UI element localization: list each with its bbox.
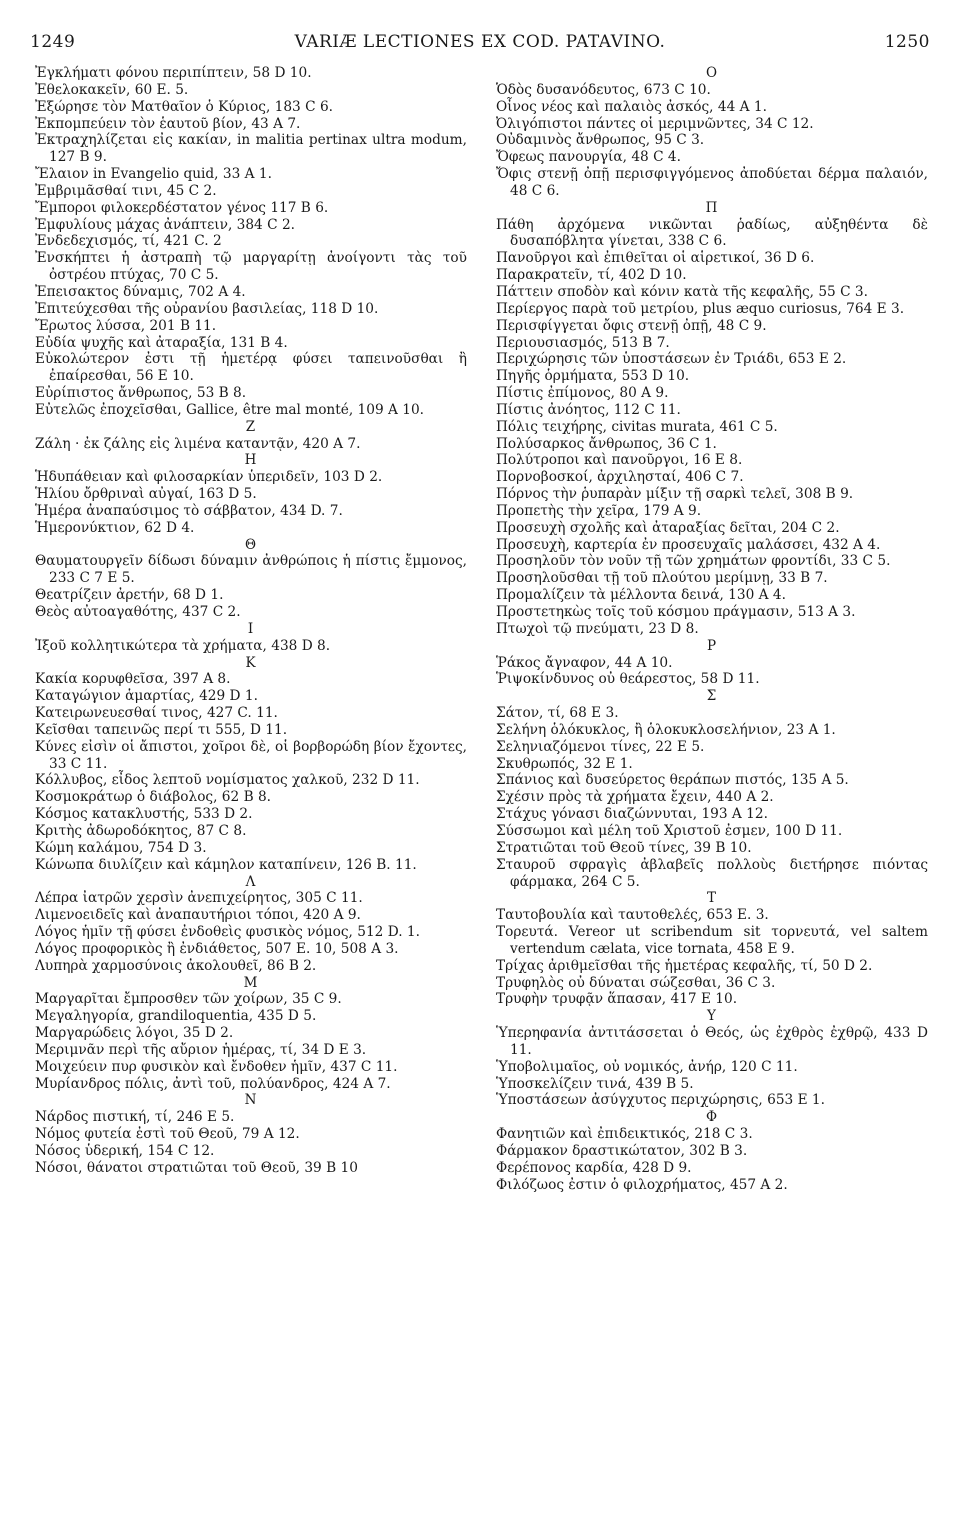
index-entry: Λέπρα ἰατρῶν χερσὶν ἀνεπιχείρητος, 305 C 11. [35,890,363,907]
index-entry: Ταυτοβουλία καὶ ταυτοθελές, 653 E. 3. [496,907,769,924]
index-entry: Ὄφεως πανουργία, 48 C 4. [496,149,681,166]
section-letter: Σ [706,688,718,705]
section-letter: Θ [244,536,258,553]
index-entry: Κοσμοκράτωρ ὁ διάβολος, 62 B 8. [35,789,272,806]
index-entry: Νόμος φυτεία ἐστὶ τοῦ Θεοῦ, 79 A 12. [35,1126,300,1143]
index-entry: Εὐδία ψυχῆς καὶ ἀταραξία, 131 B 4. [35,334,288,351]
index-entry: Πάττειν σποδὸν καὶ κόνιν κατὰ τῆς κεφαλῆς, 55 C 3. [496,283,868,300]
index-entry: Κόσμος κατακλυστής, 533 D 2. [35,806,253,823]
section-letter: H [244,452,258,469]
index-entry: Φανητιῶν καὶ ἐπιδεικτικός, 218 C 3. [496,1126,753,1143]
index-entry: Ἐκπομπεύειν τὸν ἑαυτοῦ βίον, 43 A 7. [35,115,301,132]
index-entry: Ὑποβολιμαῖος, οὐ νομικός, ἀνήρ, 120 C 11. [496,1058,798,1075]
index-entry: Περιχώρησις τῶν ὑποστάσεων ἐν Τριάδι, 653 E 2. [496,351,847,368]
section-letter: P [706,637,718,654]
index-entry: Σταυροῦ σφραγὶς ἀβλαβεῖς πολλοὺς διετήρησε πιόντας φάρμακα, 264 C 5. [496,856,928,890]
index-entry: Ἐνσκήπτει ἡ ἀστραπὴ τῷ μαργαρίτῃ ἀνοίγοντι τὰς τοῦ ὀστρέου πτύχας, 70 C 5. [35,250,467,284]
index-entry: Προσευχὴ σχολῆς καὶ ἀταραξίας δεῖται, 204 C 2. [496,519,840,536]
index-entry: Προσευχὴ, καρτερία ἐν προσευχαῖς μαλάσσει, 432 A 4. [496,536,881,553]
running-title: VARIÆ LECTIONES EX COD. PATAVINO. [294,32,666,52]
section-letter: Y [707,1008,717,1025]
index-entry: Ἐγκλήματι φόνου περιπίπτειν, 58 D 10. [35,65,312,81]
index-entry: Κριτὴς ἀδωροδόκητος, 87 C 8. [35,822,247,839]
index-entry: Φερέπονος καρδία, 428 D 9. [496,1159,692,1176]
section-letter: O [705,65,719,81]
index-entry: Ὀλιγόπιστοι πάντες οἱ μεριμνῶντες, 34 C 12. [496,115,814,132]
index-entry: Παρακρατεῖν, τί, 402 D 10. [496,267,687,284]
index-entry: Εὐτελῶς ἐποχεῖσθαι, Gallice, être mal monté, 109 A 10. [35,401,425,418]
index-entry: Περιουσιασμός, 513 B 7. [496,334,670,351]
running-header [30,32,930,56]
index-entry: Πολύσαρκος ἄνθρωπος, 36 C 1. [496,435,717,452]
index-entry: Προσηλοῦσθαι τῇ τοῦ πλούτου μερίμνῃ, 33 B 7. [496,570,828,587]
index-entry: Ἡμερονύκτιον, 62 D 4. [35,519,195,536]
index-entry: Πάθη ἀρχόμενα νικῶνται ῥαδίως, αὐξηθέντα δὲ δυσαπόβλητα γίνεται, 338 C 6. [496,216,928,250]
index-entry: Κατειρωνευεσθαί τινος, 427 C. 11. [35,705,278,722]
index-entry: Ἔλαιον in Evangelio quid, 33 A 1. [35,166,272,183]
index-entry: Προμαλίζειν τὰ μέλλοντα δεινά, 130 A 4. [496,587,786,604]
index-entry: Μαργαρώδεις λόγοι, 35 D 2. [35,1025,234,1042]
index-entry: Μυρίανδρος πόλις, ἀντὶ τοῦ, πολύανδρος, 424 A 7. [35,1075,391,1092]
index-entry: Ἐπιτεύχεσθαι τῆς οὐρανίου βασιλείας, 118 D 10. [35,300,379,317]
index-entry: Λυπηρὰ χαρμοσύνοις ἀκολουθεῖ, 86 B 2. [35,957,317,974]
index-entry: Ἔρωτος λύσσα, 201 B 11. [35,317,217,334]
index-entry: Μαργαρῖται ἔμπροσθεν τῶν χοίρων, 35 C 9. [35,991,342,1008]
index-entry: Ἐμβριμᾶσθαί τινι, 45 C 2. [35,182,217,199]
index-entry: Στάχυς γόνασι διαζώννυται, 193 A 12. [496,806,768,823]
index-entry: Οὐδαμινὸς ἄνθρωπος, 95 C 3. [496,132,705,149]
page-number-right: 1250 [884,32,930,52]
index-entry: Τορευτά. Vereor ut scribendum sit τορνευτά, vel saltem vertendum cælata, vice tornata, 458 E 9. [496,924,928,957]
index-entry: Σκυθρωπός, 32 E 1. [496,755,633,772]
section-letter: N [244,1092,258,1109]
index-entry: Προπετὴς τὴν χεῖρα, 179 A 9. [496,502,702,519]
index-entry: Κόλλυβος, εἶδος λεπτοῦ νομίσματος χαλκοῦ, 232 D 11. [35,772,420,789]
index-entry: Ὑποσκελίζειν τινά, 439 B 5. [496,1075,694,1092]
index-entry: Θεὸς αὐτοαγαθότης, 437 C 2. [35,604,241,620]
left-column [35,65,467,1177]
section-letter: K [245,654,257,671]
index-entry: Ἐξώρησε τὸν Ματθαῖον ὁ Κύριος, 183 C 6. [35,98,334,115]
index-entry: Σπάνιος καὶ δυσεύρετος θεράπων πιστός, 135 A 5. [496,772,849,789]
index-entry: Νόσοι, θάνατοι στρατιῶται τοῦ Θεοῦ, 39 B 10 [35,1159,358,1176]
index-entry: Προστετηκὼς τοῖς τοῦ κόσμου πράγμασιν, 513 A 3. [496,604,856,620]
index-entry: Μεγαληγορία, grandiloquentia, 435 D 5. [35,1008,317,1025]
index-entry: Λιμενοειδεῖς καὶ ἀναπαυτήριοι τόποι, 420 A 9. [35,907,361,924]
index-entry: Ῥιψοκίνδυνος οὐ θεάρεστος, 58 D 11. [496,671,760,688]
index-entry: Ἡμέρα ἀναπαύσιμος τὸ σάββατον, 434 D. 7. [35,502,343,519]
section-letter: Λ [245,873,257,890]
index-entry: Εὐρίπιστος ἄνθρωπος, 53 B 8. [35,385,247,402]
index-entry: Ὄφις στενῇ ὀπῇ περισφιγγόμενος ἀποδύεται δέρμα παλαιόν, 48 C 6. [496,166,928,199]
index-entry: Ἐπεισακτος δύναμις, 702 A 4. [35,283,246,300]
index-entry: Λόγος προφορικὸς ἢ ἐνδιάθετος, 507 E. 10, 508 A 3. [35,940,399,957]
index-entry: Στρατιῶται τοῦ Θεοῦ τίνες, 39 B 10. [496,839,752,856]
index-entry: Οἶνος νέος καὶ παλαιὸς ἀσκός, 44 A 1. [496,98,767,115]
index-entry: Λόγος ἡμῖν τῇ φύσει ἐνδοθεὶς φυσικὸς νόμος, 512 D. 1. [35,924,420,941]
index-entry: Φιλόζωος ἐστιν ὁ φιλοχρήματος, 457 A 2. [496,1176,788,1193]
index-entry: Ζάλη · ἐκ ζάλης εἰς λιμένα καταντᾷν, 420 A 7. [35,435,361,452]
index-entry: Πτωχοὶ τῷ πνεύματι, 23 D 8. [496,620,699,637]
index-entry: Μοιχεύειν πυρ φυσικὸν καὶ ἔνδοθεν ἡμῖν, 437 C 11. [35,1058,398,1075]
index-entry: Ὁδὸς δυσανόδευτος, 673 C 10. [496,81,711,98]
index-entry: Ἡδυπάθειαν καὶ φιλοσαρκίαν ὑπεριδεῖν, 103 D 2. [35,469,383,486]
index-entry: Ῥάκος ἄγναφον, 44 A 10. [496,654,673,671]
index-entry: Τρίχας ἀριθμεῖσθαι τῆς ἡμετέρας κεφαλῆς, τί, 50 D 2. [496,957,873,974]
index-entry: Προσηλοῦν τὸν νοῦν τῇ τῶν χρημάτων φροντίδι, 33 C 5. [496,553,891,570]
index-entry: Θεατρίζειν ἀρετήν, 68 D 1. [35,587,224,604]
index-entry: Πορνοβοσκοί, ἀρχιλησταί, 406 C 7. [496,469,744,486]
index-entry: Πανοῦργοι καὶ ἐπιθεῖται οἱ αἱρετικοί, 36 D 6. [496,250,815,267]
index-entry: Πολύτροποι καὶ πανοῦργοι, 16 E 8. [496,452,743,469]
index-entry: Σύσσωμοι καὶ μέλη τοῦ Χριστοῦ ἐσμεν, 100 D 11. [496,822,843,839]
index-entry: Νόσος ὑδερική, 154 C 12. [35,1143,215,1159]
right-column [496,65,928,1194]
section-letter: T [706,890,717,907]
index-entry: Κώμη καλάμου, 754 D 3. [35,839,207,856]
index-entry: Κύνες εἰσὶν οἱ ἄπιστοι, χοῖροι δὲ, οἱ βορβορώδη βίον ἔχοντες, 33 C 11. [35,738,467,772]
index-entry: Νάρδος πιστική, τί, 246 E 5. [35,1109,235,1126]
index-entry: Μεριμνᾶν περὶ τῆς αὔριον ἡμέρας, τί, 34 D E 3. [35,1041,367,1058]
section-letter: I [247,620,255,637]
index-entry: Ἐνδεδεχισμός, τί, 421 C. 2 [35,233,222,250]
index-entry: Περισφίγγεται ὄφις στενῇ ὀπῇ, 48 C 9. [496,317,767,334]
index-entry: Ἰξοῦ κολλητικώτερα τὰ χρήματα, 438 D 8. [35,637,331,654]
index-entry: Καταγώγιον ἁμαρτίας, 429 D 1. [35,688,258,705]
index-entry: Τρυφὴν τρυφᾷν ἅπασαν, 417 E 10. [496,991,738,1008]
index-entry: Ὑποστάσεων ἀσύγχυτος περιχώρησις, 653 E 1. [496,1092,825,1109]
section-letter: Z [245,418,257,435]
index-entry: Περίεργος παρὰ τοῦ μετρίου, plus æquo curiosus, 764 E 3. [496,300,905,317]
page-number-left: 1249 [30,32,76,52]
index-entry: Εὐκολώτερον ἐστι τῇ ἡμετέρᾳ φύσει ταπεινοῦσθαι ἢ ἐπαίρεσθαι, 56 E 10. [35,351,467,385]
index-entry: Ἐθελοκακεῖν, 60 E. 5. [35,81,189,98]
section-letter: Π [705,199,719,216]
index-entry: Πηγῆς ὁρμήματα, 553 D 10. [496,368,690,385]
index-entry: Ὑπερηφανία ἀντιτάσσεται ὁ Θεός, ὡς ἐχθρὸς ἐχθρῷ, 433 D 11. [496,1025,928,1058]
index-entry: Σχέσιν πρὸς τὰ χρήματα ἔχειν, 440 A 2. [496,789,774,806]
index-entry: Πόλις τειχήρης, civitas murata, 461 C 5. [496,418,778,435]
section-letter: M [243,974,259,991]
index-entry: Σελήνη ὁλόκυκλος, ἢ ὁλοκυκλοσελήνιον, 23 A 1. [496,721,836,738]
index-entry: Κώνωπα διυλίζειν καὶ κάμηλον καταπίνειν, 126 B. 11. [35,856,417,873]
index-entry: Ἡλίου ὄρθριναὶ αὐγαί, 163 D 5. [35,486,257,503]
index-entry: Σεληνιαζόμενοι τίνες, 22 E 5. [496,738,705,755]
index-entry: Κακία κορυφθεῖσα, 397 A 8. [35,671,231,688]
index-entry: Πίστις ἐπίμονος, 80 A 9. [496,385,669,402]
index-entry: Θαυματουργεῖν δίδωσι δύναμιν ἀνθρώποις ἡ πίστις ἔμμονος, 233 C 7 E 5. [35,553,467,587]
index-entry: Σάτον, τί, 68 E 3. [496,705,619,722]
section-letter: Φ [705,1109,719,1126]
index-entry: Ἐκτραχηλίζεται εἰς κακίαν, in malitia pertinax ultra modum, 127 B 9. [35,132,467,166]
index-entry: Ἐμφυλίους μάχας ἀνάπτειν, 384 C 2. [35,216,296,233]
index-entry: Φάρμακον δραστικώτατον, 302 B 3. [496,1143,748,1159]
index-entry: Πίστις ἀνόητος, 112 C 11. [496,401,681,418]
index-entry: Πόρνος τὴν ῥυπαρὰν μίξιν τῇ σαρκὶ τελεῖ, 308 B 9. [496,486,854,503]
index-entry: Τρυφηλὸς οὐ δύναται σώζεσθαι, 36 C 3. [496,974,776,991]
index-entry: Ἔμποροι φιλοκερδέστατον γένος 117 B 6. [35,199,329,216]
index-entry: Κεῖσθαι ταπεινῶς περί τι 555, D 11. [35,721,288,738]
